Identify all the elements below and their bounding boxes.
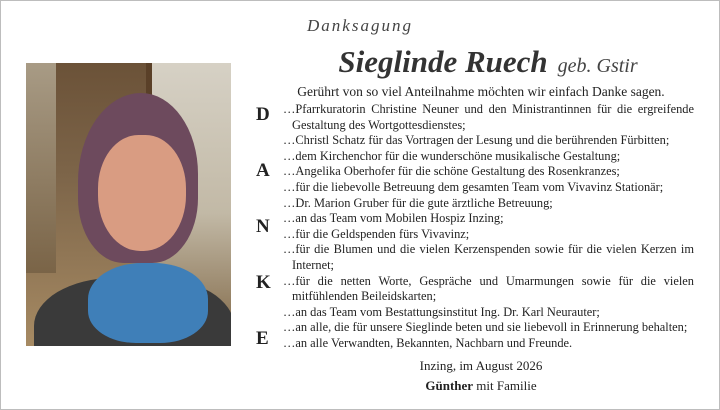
notice-heading: Danksagung [307,16,413,35]
thanks-item: …Angelika Oberhofer für die schöne Gestaltung des Rosenkranzes; [283,164,620,179]
thanks-item: …an alle, die für unsere Sieglinde beten und sie liebevoll in Erinnerung behalten; [283,320,688,335]
thanks-list [283,102,694,352]
deceased-name-line [286,44,690,80]
signature-name: Günther [425,378,474,393]
danke-letter: K [256,272,271,293]
thanks-item: …an alle Verwandten, Bekannten, Nachbarn und Freunde. [283,335,573,350]
intro-text: Gerührt von so viel Anteilnahme möchten wir einfach Danke sagen. [297,84,665,99]
signature-rest: mit Familie [476,378,537,393]
thanks-item: …Dr. Marion Gruber für die gute ärztliche Betreuung; [283,195,553,210]
thanks-item: …für die netten Worte, Gespräche und Umarmungen sowie für die vielen mitfühlenden Beileidskarten; [283,273,694,304]
signature [286,378,676,394]
thanks-item: …für die Geldspenden fürs Vivavinz; [283,226,470,241]
photo-face [98,135,186,251]
deceased-name: Sieglinde Ruech [338,44,548,79]
place-date: Inzing, im August 2026 [419,358,543,373]
thanks-item: …an das Team vom Mobilen Hospiz Inzing; [283,211,504,226]
portrait-photo [26,63,231,346]
danke-letter: N [256,216,270,237]
thanks-item: …für die Blumen und die vielen Kerzenspenden sowie für die vielen Kerzen im Internet; [283,242,694,272]
danke-letter: D [256,104,270,125]
thanks-item: …dem Kirchenchor für die wunderschöne musikalische Gestaltung; [283,148,621,163]
photo-background-left [26,63,56,273]
thanks-item: …an das Team vom Bestattungsinstitut Ing. Dr. Karl Neurauter; [283,304,600,319]
thanks-item: …Christl Schatz für das Vortragen der Lesung und die berührenden Fürbitten; [283,133,670,148]
danke-letter: E [256,328,269,349]
maiden-name: geb. Gstir [557,55,638,77]
thanks-item: …für die liebevolle Betreuung dem gesamten Team vom Vivavinz Stationär; [283,179,664,194]
photo-scarf [88,263,208,343]
danke-letter: A [256,160,270,181]
thanks-item: …Pfarrkuratorin Christine Neuner und den Ministrantinnen für die ergreifende Gestaltung des Wortgottesdienstes; [283,102,694,132]
